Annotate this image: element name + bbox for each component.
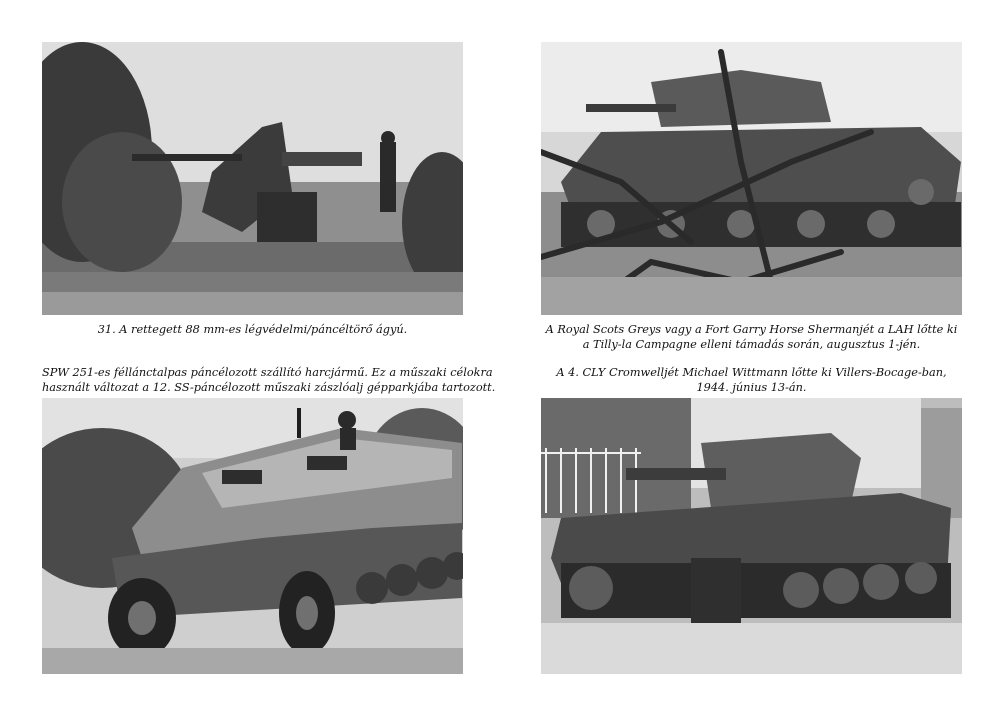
caption-spw251 (42, 365, 496, 395)
caption-line: SPW 251-es féllánctalpas páncélozott szállító harcjármű. Ez a műszaki célokra (42, 366, 493, 379)
photo-spw251-halftrack (42, 398, 463, 674)
caption-line: A Royal Scots Greys vagy a Fort Garry Horse Shermanjét a LAH lőtte ki (545, 323, 958, 336)
caption-line: 31. A rettegett 88 mm-es légvédelmi/páncéltörő ágyú. (97, 323, 408, 336)
caption-line: 1944. június 13-án. (696, 381, 807, 394)
caption-sherman (541, 322, 962, 352)
caption-88mm-gun (42, 322, 463, 337)
photo-sherman-tank (541, 42, 962, 315)
caption-line: használt változat a 12. SS-páncélozott műszaki zászlóalj gépparkjába tartozott. (42, 381, 496, 394)
caption-line: a Tilly-la Campagne elleni támadás során, augusztus 1-jén. (582, 338, 921, 351)
photo-88mm-gun (42, 42, 463, 315)
caption-cromwell (541, 365, 962, 395)
photo-cromwell-tank (541, 398, 962, 674)
caption-line: A 4. CLY Cromwelljét Michael Wittmann lőtte ki Villers-Bocage-ban, (556, 366, 947, 379)
